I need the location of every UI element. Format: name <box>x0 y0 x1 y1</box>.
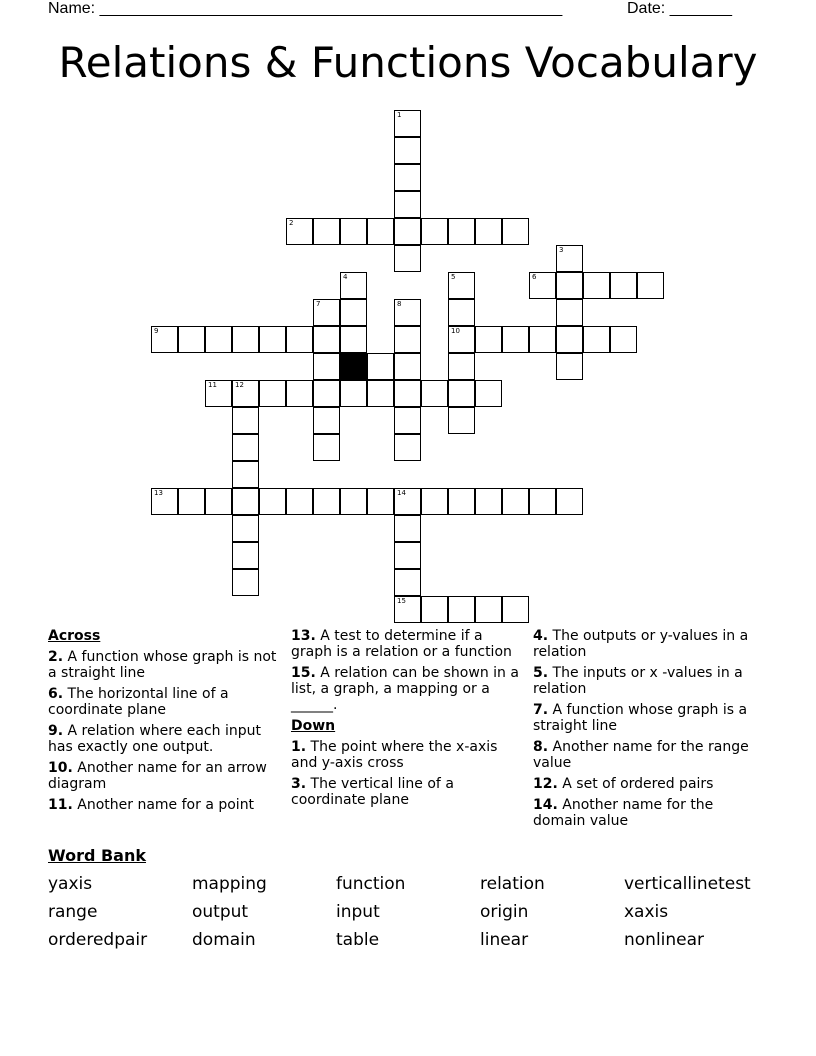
crossword-cell[interactable] <box>313 299 340 326</box>
crossword-cell[interactable] <box>421 596 448 623</box>
clue-number-label: 11. <box>48 797 73 813</box>
crossword-cell[interactable] <box>205 488 232 515</box>
crossword-cell[interactable] <box>232 407 259 434</box>
crossword-cell[interactable] <box>556 245 583 272</box>
crossword-cell[interactable] <box>367 353 394 380</box>
clue-number: 9 <box>154 327 159 335</box>
clue-text: A relation where each input has exactly one output. <box>48 723 262 755</box>
clue-text: Another name for the range value <box>533 739 749 771</box>
crossword-cell[interactable] <box>502 596 529 623</box>
crossword-cell[interactable] <box>556 326 583 353</box>
crossword-cell[interactable] <box>313 488 340 515</box>
crossword-cell[interactable] <box>448 596 475 623</box>
crossword-cell[interactable] <box>394 218 421 245</box>
clue <box>533 797 768 829</box>
crossword-cell[interactable] <box>340 326 367 353</box>
word-bank-item: range <box>48 902 98 922</box>
crossword-cell[interactable] <box>313 353 340 380</box>
crossword-cell[interactable] <box>313 326 340 353</box>
clue-number-label: 6. <box>48 686 64 702</box>
date-line: Date: _______ <box>627 0 732 17</box>
clue <box>291 739 526 771</box>
clue-number: 12 <box>235 381 244 389</box>
crossword-cell[interactable] <box>286 326 313 353</box>
crossword-cell[interactable] <box>394 137 421 164</box>
crossword-cell[interactable] <box>178 488 205 515</box>
crossword-cell[interactable] <box>394 326 421 353</box>
clue-text: A test to determine if a graph is a relation or a function <box>291 628 512 660</box>
word-bank-item: relation <box>480 874 545 894</box>
clue <box>533 628 768 660</box>
word-bank-item: table <box>336 930 380 950</box>
clue <box>291 665 526 713</box>
crossword-cell[interactable] <box>394 407 421 434</box>
crossword-cell[interactable] <box>232 380 259 407</box>
crossword-cell[interactable] <box>610 272 637 299</box>
clue-number-label: 5. <box>533 665 549 681</box>
down-heading: Down <box>291 718 336 734</box>
crossword-cell[interactable] <box>394 380 421 407</box>
crossword-cell[interactable] <box>421 488 448 515</box>
clue-text: A relation can be shown in a list, a graph, a mapping or a ______. <box>291 665 519 713</box>
clue-text: The point where the x-axis and y-axis cross <box>291 739 498 771</box>
crossword-cell[interactable] <box>394 569 421 596</box>
clue <box>48 686 283 718</box>
crossword-cell[interactable] <box>259 380 286 407</box>
crossword-cell[interactable] <box>232 326 259 353</box>
clue-number: 3 <box>559 246 564 254</box>
crossword-cell[interactable] <box>394 110 421 137</box>
word-bank-item: mapping <box>192 874 267 894</box>
clue-number: 13 <box>154 489 163 497</box>
clue-text: A set of ordered pairs <box>562 776 714 792</box>
clue-number: 14 <box>397 489 406 497</box>
crossword-cell[interactable] <box>340 488 367 515</box>
clue <box>533 739 768 771</box>
crossword-cell[interactable] <box>583 326 610 353</box>
clue-number-label: 7. <box>533 702 549 718</box>
crossword-cell[interactable] <box>448 218 475 245</box>
crossword-cell[interactable] <box>448 488 475 515</box>
crossword-cell[interactable] <box>637 272 664 299</box>
crossword-cell[interactable] <box>394 353 421 380</box>
crossword-cell[interactable] <box>313 407 340 434</box>
crossword-cell[interactable] <box>259 488 286 515</box>
crossword-cell[interactable] <box>394 515 421 542</box>
crossword-cell[interactable] <box>475 218 502 245</box>
crossword-cell[interactable] <box>340 218 367 245</box>
clue-number-label: 12. <box>533 776 558 792</box>
clue-text: The inputs or x -values in a relation <box>533 665 743 697</box>
crossword-cell[interactable] <box>556 488 583 515</box>
word-bank-item: function <box>336 874 406 894</box>
crossword-cell[interactable] <box>367 380 394 407</box>
clue-number-label: 3. <box>291 776 307 792</box>
clue-number-label: 15. <box>291 665 316 681</box>
crossword-cell[interactable] <box>502 488 529 515</box>
word-bank-item: orderedpair <box>48 930 148 950</box>
clue <box>291 776 526 808</box>
clue <box>48 760 283 792</box>
word-bank-item: yaxis <box>48 874 93 894</box>
clue-number: 5 <box>451 273 456 281</box>
crossword-cell[interactable] <box>205 380 232 407</box>
clue <box>48 723 283 755</box>
clue-number-label: 2. <box>48 649 64 665</box>
word-bank-item: linear <box>480 930 529 950</box>
crossword-cell[interactable] <box>394 245 421 272</box>
clues-column-2 <box>291 628 526 813</box>
crossword-cell[interactable] <box>394 488 421 515</box>
crossword-cell[interactable] <box>232 515 259 542</box>
clue-number-label: 9. <box>48 723 64 739</box>
clue <box>48 797 283 813</box>
clue-number: 2 <box>289 219 294 227</box>
crossword-cell[interactable] <box>286 380 313 407</box>
clues-column-1 <box>48 628 283 818</box>
page-title: Relations & Functions Vocabulary <box>58 38 758 87</box>
crossword-cell[interactable] <box>313 434 340 461</box>
clue-text: Another name for an arrow diagram <box>48 760 267 792</box>
clue-number-label: 8. <box>533 739 549 755</box>
crossword-cell[interactable] <box>583 272 610 299</box>
crossword-cell[interactable] <box>394 542 421 569</box>
crossword-cell[interactable] <box>313 218 340 245</box>
crossword-cell[interactable] <box>313 380 340 407</box>
crossword-cell[interactable] <box>448 272 475 299</box>
clue-number: 8 <box>397 300 402 308</box>
crossword-cell[interactable] <box>286 218 313 245</box>
crossword-cell[interactable] <box>475 488 502 515</box>
crossword-cell[interactable] <box>178 326 205 353</box>
clue-number: 11 <box>208 381 217 389</box>
clue-number-label: 13. <box>291 628 316 644</box>
crossword-cell[interactable] <box>232 434 259 461</box>
crossword-cell[interactable] <box>448 353 475 380</box>
crossword-cell[interactable] <box>421 380 448 407</box>
crossword-cell[interactable] <box>556 272 583 299</box>
clue <box>48 649 283 681</box>
crossword-cell[interactable] <box>448 380 475 407</box>
word-bank-item: origin <box>480 902 529 922</box>
crossword-cell[interactable] <box>286 488 313 515</box>
across-heading: Across <box>48 628 101 644</box>
clue-number-label: 4. <box>533 628 549 644</box>
word-bank-title: Word Bank <box>48 846 147 865</box>
clue-text: The horizontal line of a coordinate plane <box>48 686 229 718</box>
clue-number-label: 1. <box>291 739 307 755</box>
clue-text: Another name for the domain value <box>533 797 714 829</box>
clue-text: The outputs or y-values in a relation <box>533 628 749 660</box>
word-bank <box>48 874 768 958</box>
crossword-cell[interactable] <box>232 488 259 515</box>
crossword-cell[interactable] <box>529 326 556 353</box>
clue <box>291 628 526 660</box>
crossword-cell[interactable] <box>151 326 178 353</box>
crossword-cell[interactable] <box>394 191 421 218</box>
name-line: Name: ____________________________________________________ <box>48 0 563 17</box>
crossword-cell[interactable] <box>556 299 583 326</box>
crossword-cell[interactable] <box>475 326 502 353</box>
crossword-cell[interactable] <box>529 488 556 515</box>
word-bank-item: xaxis <box>624 902 669 922</box>
clue <box>533 776 768 792</box>
crossword-cell[interactable] <box>232 569 259 596</box>
crossword-cell[interactable] <box>232 542 259 569</box>
clue <box>533 665 768 697</box>
clue-number-label: 10. <box>48 760 73 776</box>
crossword-cell[interactable] <box>475 380 502 407</box>
crossword-cell[interactable] <box>394 164 421 191</box>
clue-text: The vertical line of a coordinate plane <box>291 776 454 808</box>
word-bank-item: nonlinear <box>624 930 705 950</box>
crossword-cell[interactable] <box>367 488 394 515</box>
blocked-cell <box>340 353 367 380</box>
crossword-cell[interactable] <box>502 326 529 353</box>
crossword-cell[interactable] <box>448 326 475 353</box>
clue-number: 7 <box>316 300 321 308</box>
word-bank-item: input <box>336 902 380 922</box>
crossword-cell[interactable] <box>151 488 178 515</box>
clue-number-label: 14. <box>533 797 558 813</box>
clue-number: 15 <box>397 597 406 605</box>
crossword-cell[interactable] <box>205 326 232 353</box>
word-bank-item: domain <box>192 930 256 950</box>
crossword-cell[interactable] <box>259 326 286 353</box>
word-bank-item: verticallinetest <box>624 874 751 894</box>
clue-number: 4 <box>343 273 348 281</box>
crossword-cell[interactable] <box>394 434 421 461</box>
clues-column-3 <box>533 628 768 834</box>
crossword-cell[interactable] <box>475 596 502 623</box>
crossword-cell[interactable] <box>556 353 583 380</box>
crossword-cell[interactable] <box>367 218 394 245</box>
crossword-cell[interactable] <box>340 299 367 326</box>
crossword-cell[interactable] <box>232 461 259 488</box>
crossword-cell[interactable] <box>394 596 421 623</box>
clue-number: 1 <box>397 111 402 119</box>
crossword-cell[interactable] <box>340 272 367 299</box>
clue-text: A function whose graph is a straight line <box>533 702 748 734</box>
clue-number: 6 <box>532 273 537 281</box>
clue-text: A function whose graph is not a straight line <box>48 649 277 681</box>
crossword-cell[interactable] <box>394 299 421 326</box>
crossword-cell[interactable] <box>448 407 475 434</box>
clue <box>533 702 768 734</box>
crossword-cell[interactable] <box>448 299 475 326</box>
crossword-cell[interactable] <box>529 272 556 299</box>
clue-text: Another name for a point <box>77 797 255 813</box>
crossword-cell[interactable] <box>610 326 637 353</box>
clue-number: 10 <box>451 327 460 335</box>
crossword-cell[interactable] <box>502 218 529 245</box>
word-bank-item: output <box>192 902 249 922</box>
crossword-cell[interactable] <box>340 380 367 407</box>
crossword-cell[interactable] <box>421 218 448 245</box>
